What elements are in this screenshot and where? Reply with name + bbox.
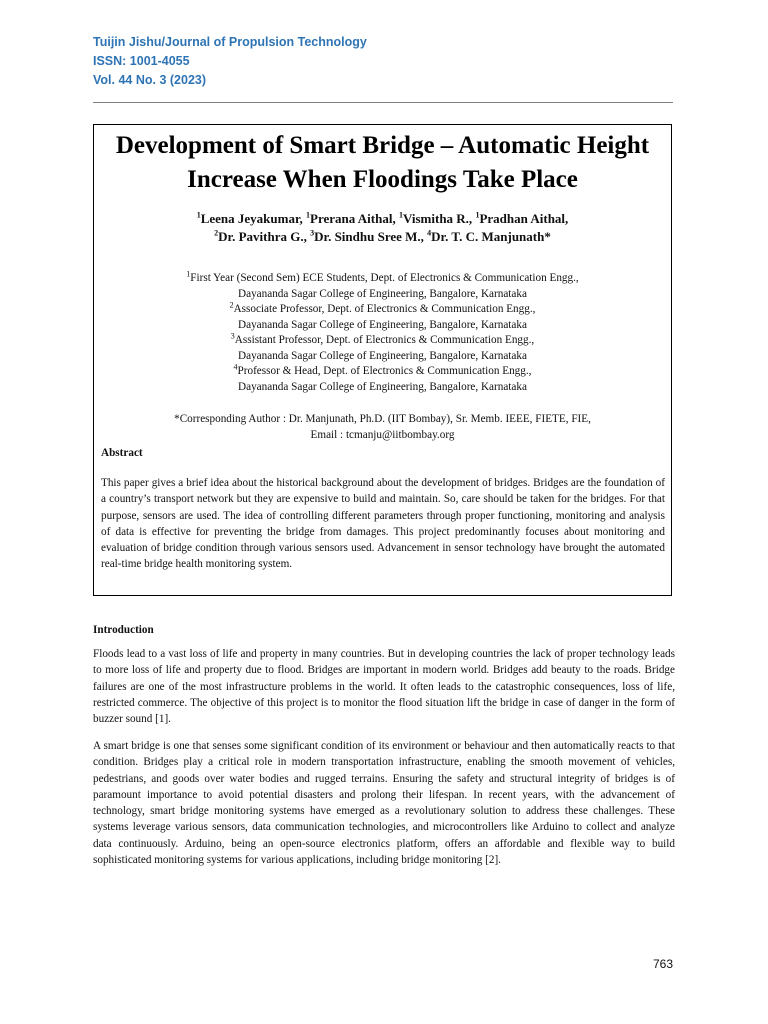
author-name: Prerana Aithal,: [310, 211, 399, 226]
author-line-2: [94, 228, 671, 246]
author-line-1: [94, 210, 671, 228]
introduction-heading: Introduction: [93, 624, 154, 636]
affiliation-line: [94, 302, 671, 318]
introduction-paragraph-2: A smart bridge is one that senses some significant condition of its environment or behaviour and then automatically reacts to that condition. Bridges play a critical role in modern transportation infrastructure, enabling the smooth movement of vehicles, pedestrians, and goods over water bodies and rugged terrains. Ensuring the safety and structural integrity of bridges is of paramount importance to avoid potential disasters and prolong their lifespan. In recent years, with the advancement of technology, smart bridge monitoring systems have emerged as a revolutionary solution to address these challenges. These systems leverage various sensors, data communication technologies, and microcontrollers like Arduino to collect and analyze data continuously. Arduino, being an open-source electronics platform, offers an affordable and flexible way to build sophisticated monitoring systems for various applications, including bridge monitoring [2].: [93, 740, 675, 867]
abstract-heading: Abstract: [101, 447, 143, 459]
affiliation-sup: 3: [230, 331, 235, 341]
affiliation-text: Associate Professor, Dept. of Electronics & Communication Engg.,: [233, 303, 536, 315]
author-sup: 1: [196, 210, 201, 220]
title-box: [93, 124, 672, 596]
affiliation-text: First Year (Second Sem) ECE Students, Dept. of Electronics & Communication Engg.,: [190, 272, 579, 284]
journal-volume: Vol. 44 No. 3 (2023): [93, 73, 207, 87]
affiliation-sup: 2: [229, 300, 234, 310]
author-name: Leena Jeyakumar,: [200, 211, 307, 226]
affiliation-sup: 4: [233, 362, 238, 372]
introduction-paragraph-1: Floods lead to a vast loss of life and property in many countries. But in developing countries the lack of proper technology leads to more loss of life and property due to flood. Bridges are important in modern world. Bridges add beauty to the roads. Bridge failures are one of the most infrastructure problems in the world. It often leads to the catastrophic consequences, loss of life, restricted commerce. The objective of this project is to monitor the flood situation lift the bridge in case of danger in the form of buzzer sound [1].: [93, 648, 675, 726]
author-name: Dr. Pavithra G.,: [218, 229, 311, 244]
affiliation-text: Assistant Professor, Dept. of Electronics & Communication Engg.,: [234, 334, 535, 346]
header-rule: [93, 102, 673, 103]
author-sup: 1: [306, 210, 311, 220]
author-sup: 2: [214, 228, 219, 238]
affiliations: [94, 271, 671, 395]
affiliation-line: Dayananda Sagar College of Engineering, Bangalore, Karnataka: [238, 349, 527, 362]
corresponding-author: [94, 412, 671, 443]
affiliation-line: [94, 364, 671, 380]
affiliation-line: Dayananda Sagar College of Engineering, Bangalore, Karnataka: [238, 318, 527, 331]
affiliation-text: Professor & Head, Dept. of Electronics & Communication Engg.,: [237, 365, 532, 377]
author-sup: 3: [310, 228, 315, 238]
affiliation-line: Dayananda Sagar College of Engineering, Bangalore, Karnataka: [238, 287, 527, 300]
affiliation-line: [94, 333, 671, 349]
paper-title: Development of Smart Bridge – Automatic Height Increase When Floodings Take Place: [115, 132, 650, 193]
journal-issn: ISSN: 1001-4055: [93, 54, 190, 68]
journal-name: Tuijin Jishu/Journal of Propulsion Technology: [93, 35, 367, 49]
page-number: 763: [653, 957, 674, 971]
corresponding-author-line: *Corresponding Author : Dr. Manjunath, Ph.D. (IIT Bombay), Sr. Memb. IEEE, FIETE, FIE,: [174, 413, 591, 425]
author-sup: 1: [398, 210, 403, 220]
author-sup: 1: [475, 210, 480, 220]
affiliation-line: Dayananda Sagar College of Engineering, Bangalore, Karnataka: [238, 380, 527, 393]
email-line: Email : tcmanju@iitbombay.org: [310, 428, 455, 441]
author-list: [94, 210, 671, 246]
affiliation-line: [94, 271, 671, 287]
author-name: Vismitha R.,: [402, 211, 476, 226]
author-sup: 4: [427, 228, 432, 238]
author-name: Dr. T. C. Manjunath*: [431, 229, 551, 244]
author-name: Pradhan Aithal,: [479, 211, 569, 226]
abstract-text: This paper gives a brief idea about the historical background about the development of bridges. Bridges are the foundation of a country’s transport network but they are expensive to build and maintain. So, care should be taken for the bridges. For that purpose, sensors are used. The idea of controlling different parameters through proper functioning, monitoring and analysis of data is effective for preventing the bridge from damages. This project predominantly focuses about monitoring and evaluation of bridge condition through various sensors used. Advancement in sensor technology have brought the automated real-time bridge health monitoring system.: [101, 477, 665, 571]
affiliation-sup: 1: [186, 269, 191, 279]
journal-header: [93, 33, 367, 90]
author-name: Dr. Sindhu Sree M.,: [314, 229, 428, 244]
